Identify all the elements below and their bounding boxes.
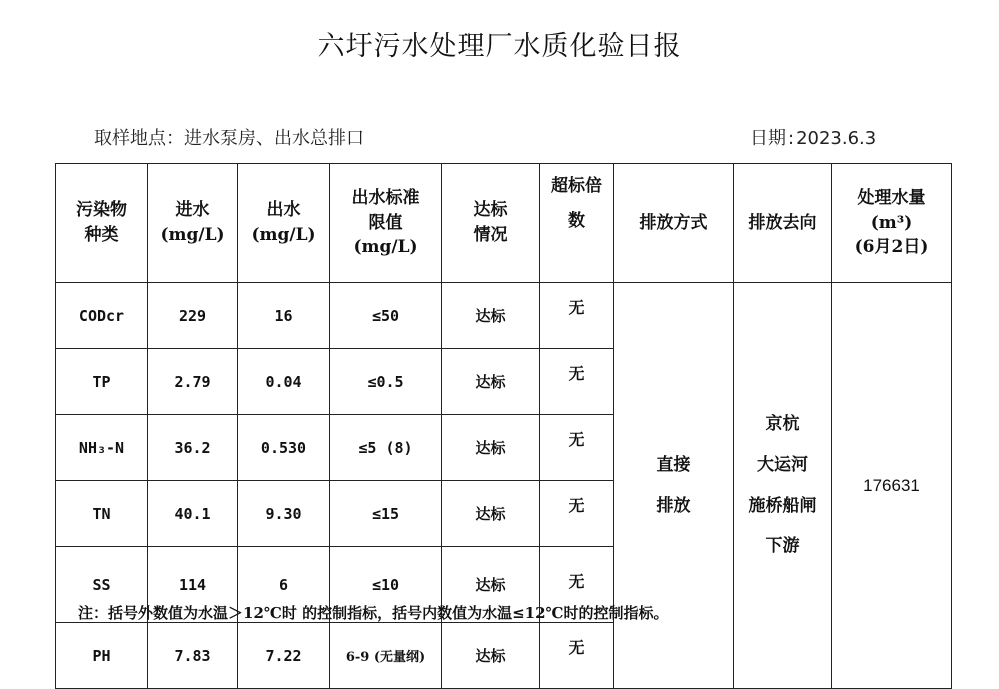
header-treated-volume: 处理水量 (m³) (6月2日) bbox=[832, 164, 952, 283]
cell-outflow: 9.30 bbox=[238, 481, 330, 547]
cell-limit: ≤5 (8) bbox=[330, 415, 442, 481]
footnote: 注：括号外数值为水温＞12℃时 的控制指标，括号内数值为水温≤12℃时的控制指标。 bbox=[78, 604, 669, 622]
cell-treated-volume: 176631 bbox=[832, 283, 952, 689]
cell-inflow: 36.2 bbox=[148, 415, 238, 481]
cell-compliance: 达标 bbox=[442, 283, 540, 349]
cell-inflow: 40.1 bbox=[148, 481, 238, 547]
header-pollutant: 污染物 种类 bbox=[56, 164, 148, 283]
cell-outflow: 0.04 bbox=[238, 349, 330, 415]
cell-exceed: 无 bbox=[540, 415, 614, 481]
cell-compliance: 达标 bbox=[442, 349, 540, 415]
header-limit: 出水标准 限值 (mg/L) bbox=[330, 164, 442, 283]
cell-exceed: 无 bbox=[540, 349, 614, 415]
header-outflow: 出水 (mg/L) bbox=[238, 164, 330, 283]
cell-outflow: 0.530 bbox=[238, 415, 330, 481]
cell-outflow: 16 bbox=[238, 283, 330, 349]
cell-exceed: 无 bbox=[540, 481, 614, 547]
cell-pollutant: TP bbox=[56, 349, 148, 415]
header-row bbox=[56, 164, 952, 283]
header-compliance: 达标 情况 bbox=[442, 164, 540, 283]
date-label: 日期 bbox=[750, 128, 786, 149]
cell-compliance: 达标 bbox=[442, 547, 540, 623]
cell-outflow: 6 bbox=[238, 547, 330, 623]
header-inflow: 进水 (mg/L) bbox=[148, 164, 238, 283]
cell-discharge-method: 直接 排放 bbox=[614, 283, 734, 689]
cell-pollutant: TN bbox=[56, 481, 148, 547]
cell-inflow: 114 bbox=[148, 547, 238, 623]
cell-inflow: 7.83 bbox=[148, 623, 238, 689]
cell-exceed: 无 bbox=[540, 547, 614, 623]
cell-pollutant: SS bbox=[56, 547, 148, 623]
cell-limit: ≤10 bbox=[330, 547, 442, 623]
cell-limit: ≤15 bbox=[330, 481, 442, 547]
cell-pollutant: CODcr bbox=[56, 283, 148, 349]
report-date bbox=[750, 124, 876, 150]
cell-limit: ≤0.5 bbox=[330, 349, 442, 415]
date-value: 2023.6.3 bbox=[796, 128, 877, 149]
cell-pollutant: NH₃-N bbox=[56, 415, 148, 481]
cell-compliance: 达标 bbox=[442, 623, 540, 689]
cell-limit: ≤50 bbox=[330, 283, 442, 349]
table-row bbox=[56, 283, 952, 349]
cell-compliance: 达标 bbox=[442, 481, 540, 547]
report-title: 六圩污水处理厂水质化验日报 bbox=[317, 31, 682, 62]
cell-pollutant: PH bbox=[56, 623, 148, 689]
header-discharge-method: 排放方式 bbox=[614, 164, 734, 283]
cell-outflow: 7.22 bbox=[238, 623, 330, 689]
cell-discharge-destination: 京杭 大运河 施桥船闸 下游 bbox=[734, 283, 832, 689]
date-separator: : bbox=[788, 128, 795, 149]
cell-exceed: 无 bbox=[540, 623, 614, 689]
header-discharge-destination: 排放去向 bbox=[734, 164, 832, 283]
cell-limit: 6-9 (无量纲) bbox=[330, 623, 442, 689]
cell-inflow: 229 bbox=[148, 283, 238, 349]
cell-inflow: 2.79 bbox=[148, 349, 238, 415]
sampling-location: 取样地点：进水泵房、出水总排口 bbox=[94, 128, 364, 149]
cell-compliance: 达标 bbox=[442, 415, 540, 481]
cell-exceed: 无 bbox=[540, 283, 614, 349]
header-exceed-multiple: 超标倍 数 bbox=[540, 164, 614, 283]
